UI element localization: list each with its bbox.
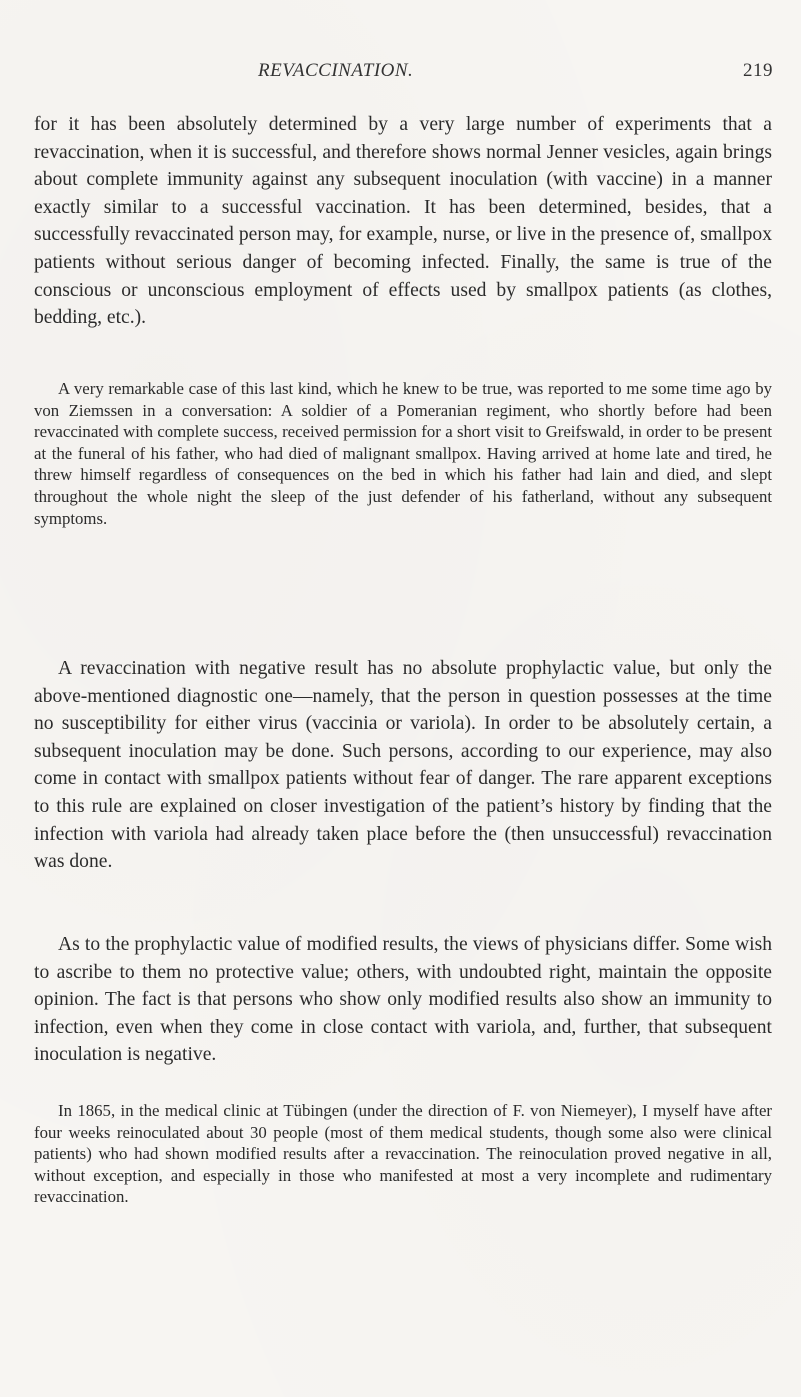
page-number: 219 (743, 60, 773, 81)
paragraph-negative-revaccination: A revaccination with negative result has no absolute prophylactic value, but only the above-mentioned diagnostic one—namely, that the person in question possesses at the time no susceptibility for either virus (vaccinia or variola). In order to be absolutely certain, a subsequent inoculation may be done. Such persons, according to our experience, may also come in contact with smallpox patients without fear of danger. The rare apparent exceptions to this rule are explained on closer investigation of the patient’s history by finding that the infection with variola had already taken place before the (then unsuccessful) revaccination was done. (34, 658, 772, 873)
paragraph-tubingen-clinic: In 1865, in the medical clinic at Tübingen (under the direction of F. von Niemeyer), I myself have after four weeks reinoculated about 30 people (most of them medical students, though some also were clinical patients) who had shown modified results after a revaccination. The reinoculation proved negative in all, without exception, and especially in those who manifested at most a very incomplete and rudimentary revaccination. (34, 1101, 772, 1207)
paragraph-soldier-anecdote: A very remarkable case of this last kind, which he knew to be true, was reported to me some time ago by von Ziemssen in a conversation: A soldier of a Pomeranian regiment, who shortly before had been revaccinated with complete success, received permission for a short visit to Greifswald, in order to be present at the funeral of his father, who had died of malignant smallpox. Having arrived at home late and tired, he threw himself regardless of consequences on the bed in which his father had lain and died, and slept throughout the whole night the sleep of the just defender of his fatherland, without any subsequent symptoms. (34, 379, 772, 528)
paragraph-modified-results: As to the prophylactic value of modified results, the views of physicians differ. Some wish to ascribe to them no protective value; others, with undoubted right, maintain the opposite opinion. The fact is that persons who show only modified results also show an immunity to infection, even when they come in close contact with variola, and, further, that subsequent inoculation is negative. (34, 934, 772, 1066)
running-header (258, 60, 773, 86)
paragraph-immunity-after-revaccination: for it has been absolutely determined by a very large number of experiments that a revaccination, when it is successful, and therefore shows normal Jenner vesicles, again brings about complete immunity against any subsequent inoculation (with vaccine) in a manner exactly similar to a successful vaccination. It has been determined, besides, that a successfully revaccinated person may, for example, nurse, or live in the presence of, smallpox patients without serious danger of becoming infected. Finally, the same is true of the conscious or unconscious employment of effects used by smallpox patients (as clothes, bedding, etc.). (34, 114, 772, 329)
running-title: REVACCINATION. (258, 60, 414, 81)
